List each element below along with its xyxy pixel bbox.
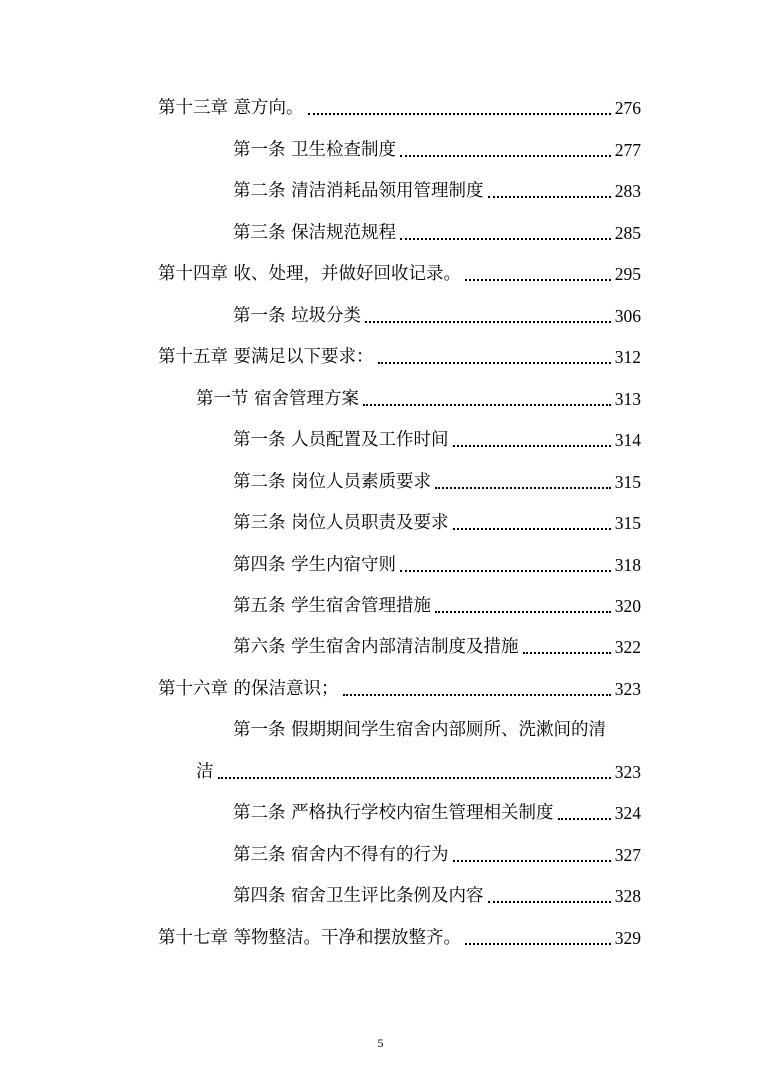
toc-entry-page: 320 <box>614 596 641 616</box>
toc-entry-page: 314 <box>614 430 641 450</box>
toc-entry-title: 第十四章 收、处理，并做好回收记录。 <box>158 264 462 284</box>
toc-entry-section[interactable] <box>196 384 641 414</box>
toc-entry-title-line1: 第一条 假期期间学生宿舍内部厕所、洗漱间的清 <box>233 720 607 740</box>
toc-entry-chapter-16[interactable] <box>158 674 641 704</box>
toc-entry-article[interactable] <box>233 881 641 911</box>
toc-entry-page: 322 <box>614 637 641 657</box>
toc-entry-page: 327 <box>614 845 641 865</box>
toc-entry-chapter-17[interactable] <box>158 923 641 953</box>
toc-entry-page: 315 <box>614 472 641 492</box>
toc-entry-article-wrapped[interactable] <box>233 715 641 745</box>
dot-leader <box>400 570 611 572</box>
dot-leader <box>400 155 611 157</box>
dot-leader <box>343 694 611 696</box>
toc-entry-page: 277 <box>614 140 641 160</box>
toc-entry-title: 第五条 学生宿舍管理措施 <box>233 596 432 616</box>
toc-entry-page: 306 <box>614 306 641 326</box>
dot-leader <box>523 652 611 654</box>
toc-entry-chapter-15[interactable] <box>158 342 641 372</box>
toc-entry-page: 276 <box>614 98 641 118</box>
toc-entry-title: 第一条 垃圾分类 <box>233 306 362 326</box>
toc-entry-title: 第十六章 的保洁意识； <box>158 679 339 699</box>
toc-entry-title: 第二条 严格执行学校内宿生管理相关制度 <box>233 803 554 823</box>
dot-leader <box>453 445 611 447</box>
toc-entry-page: 318 <box>614 555 641 575</box>
toc-entry-article[interactable] <box>233 550 641 580</box>
dot-leader <box>435 487 611 489</box>
toc-entry-title-line2: 洁 <box>196 762 214 782</box>
toc-entry-page: 313 <box>614 389 641 409</box>
toc-entry-article[interactable] <box>233 508 641 538</box>
toc-entry-article-continuation[interactable] <box>196 757 641 787</box>
toc-entry-page: 323 <box>614 762 641 782</box>
toc-entry-page: 285 <box>614 223 641 243</box>
toc-entry-article[interactable] <box>233 135 641 165</box>
toc-entry-chapter-14[interactable] <box>158 259 641 289</box>
toc-entry-page: 328 <box>614 886 641 906</box>
toc-entry-title: 第十七章 等物整洁。干净和摆放整齐。 <box>158 928 462 948</box>
dot-leader <box>218 777 611 779</box>
toc-entry-page: 329 <box>614 928 641 948</box>
page-number: 5 <box>377 1036 384 1050</box>
toc-entry-article[interactable] <box>233 218 641 248</box>
toc-entry-title: 第一节 宿舍管理方案 <box>196 389 360 409</box>
toc-entry-page: 324 <box>614 803 641 823</box>
toc-entry-title: 第十三章 意方向。 <box>158 98 304 118</box>
toc-entry-title: 第三条 保洁规范规程 <box>233 223 397 243</box>
dot-leader <box>453 860 611 862</box>
dot-leader <box>435 611 611 613</box>
dot-leader <box>453 528 611 530</box>
toc-entry-title: 第四条 学生内宿守则 <box>233 555 397 575</box>
dot-leader <box>363 404 611 406</box>
toc-entry-title: 第一条 人员配置及工作时间 <box>233 430 449 450</box>
toc-entry-title: 第二条 岗位人员素质要求 <box>233 472 432 492</box>
dot-leader <box>365 321 611 323</box>
toc-entry-article[interactable] <box>233 301 641 331</box>
toc-entry-page: 312 <box>614 347 641 367</box>
dot-leader <box>488 901 611 903</box>
toc-entry-page: 283 <box>614 181 641 201</box>
toc-entry-title: 第六条 学生宿舍内部清洁制度及措施 <box>233 637 519 657</box>
toc-entry-article[interactable] <box>233 591 641 621</box>
dot-leader <box>558 818 611 820</box>
toc-entry-page: 315 <box>614 513 641 533</box>
toc-entry-title: 第三条 宿舍内不得有的行为 <box>233 845 449 865</box>
toc-entry-article[interactable] <box>233 176 641 206</box>
toc-entry-page: 295 <box>614 264 641 284</box>
toc-entry-chapter-13[interactable] <box>158 93 641 123</box>
toc-entry-article[interactable] <box>233 425 641 455</box>
dot-leader <box>465 943 611 945</box>
toc-entry-title: 第十五章 要满足以下要求： <box>158 347 374 367</box>
toc-entry-title: 第四条 宿舍卫生评比条例及内容 <box>233 886 484 906</box>
toc-entry-title: 第一条 卫生检查制度 <box>233 140 397 160</box>
toc-entry-title: 第三条 岗位人员职责及要求 <box>233 513 449 533</box>
toc-entry-article[interactable] <box>233 840 641 870</box>
dot-leader <box>400 238 611 240</box>
toc-entry-article[interactable] <box>233 798 641 828</box>
toc-entry-article[interactable] <box>233 467 641 497</box>
dot-leader <box>308 113 611 115</box>
toc-entry-article[interactable] <box>233 632 641 662</box>
dot-leader <box>378 362 611 364</box>
toc-entry-page: 323 <box>614 679 641 699</box>
dot-leader <box>488 196 611 198</box>
toc-entry-title: 第二条 清洁消耗品领用管理制度 <box>233 181 484 201</box>
dot-leader <box>465 279 611 281</box>
